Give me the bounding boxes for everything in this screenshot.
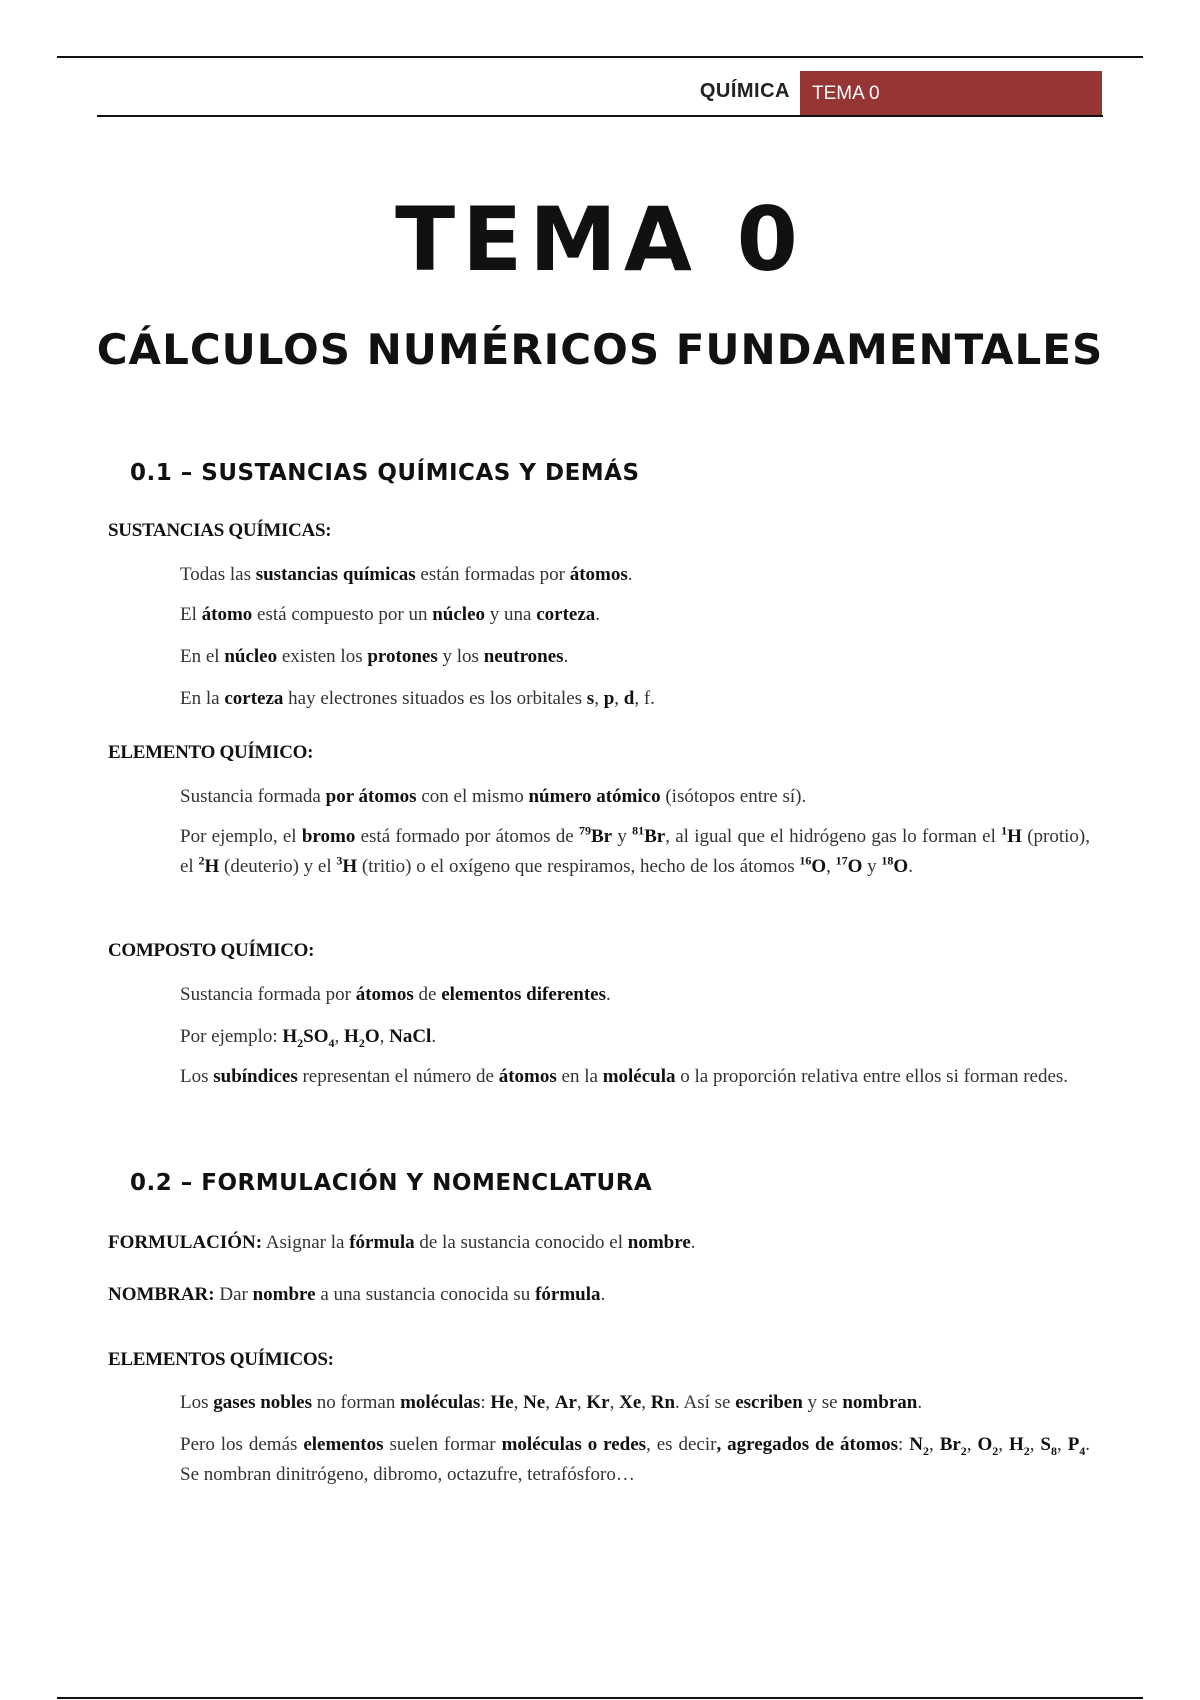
paragraph-composto-3: Los subíndices representan el número de átomos en la molécula o la proporción relativa entre ellos si forman redes. (180, 1066, 1069, 1087)
top-rule (57, 56, 1143, 58)
page-title: TEMA 0 (395, 188, 805, 291)
header-topic-chip: TEMA 0 (800, 71, 1102, 116)
subheading-elementos: ELEMENTOS QUÍMICOS: (108, 1349, 334, 1370)
definition-formulacion: FORMULACIÓN: Asignar la fórmula de la sustancia conocido el nombre. (108, 1232, 696, 1253)
paragraph-composto-1: Sustancia formada por átomos de elementos diferentes. (180, 984, 611, 1005)
header-rule (97, 115, 1103, 117)
paragraph-sustancias-1: Todas las sustancias químicas están formadas por átomos. (180, 564, 633, 585)
paragraph-elemento-1: Sustancia formada por átomos con el mismo número atómico (isótopos entre sí). (180, 786, 807, 807)
subheading-elemento: ELEMENTO QUÍMICO: (108, 742, 314, 763)
paragraph-sustancias-2: El átomo está compuesto por un núcleo y una corteza. (180, 604, 601, 625)
bottom-rule (57, 1697, 1143, 1699)
subheading-sustancias: SUSTANCIAS QUÍMICAS: (108, 520, 332, 541)
paragraph-composto-2: Por ejemplo: $H_2SO_4$, $H_2O$, NaCl. (180, 1026, 437, 1050)
subheading-composto: COMPOSTO QUÍMICO: (108, 940, 315, 961)
header-subject: QUÍMICA (699, 80, 790, 102)
section-heading-0-2: 0.2 – FORMULACIÓN Y NOMENCLATURA (130, 1170, 653, 1196)
section-heading-0-1: 0.1 – SUSTANCIAS QUÍMICAS Y DEMÁS (130, 460, 640, 486)
paragraph-elemento-2: Por ejemplo, el bromo está formado por átomos de $^{79}$Br y $^{81}$Br, al igual que el hidrógeno gas lo forman el $^1$H (protio), el $^2$H (deuterio) y el $^3$H (tritio) o el oxígeno que respiramos, hecho de los átomos $^{16}$O, $^{17}$O y $^{18}$O. (180, 823, 1091, 877)
paragraph-sustancias-3: En el núcleo existen los protones y los neutrones. (180, 646, 569, 667)
paragraph-elementos-1: Los gases nobles no forman moléculas: He, Ne, Ar, Kr, Xe, Rn. Así se escriben y se nombran. (180, 1392, 923, 1413)
paragraph-sustancias-4: En la corteza hay electrones situados es los orbitales s, p, d, f. (180, 688, 655, 709)
paragraph-elementos-2: Pero los demás elementos suelen formar moléculas o redes, es decir, agregados de átomos: $N_2$, $Br_2$, $O_2$, $H_2$, $S_8$, $P_4$. Se nombran dinitrógeno, dibromo, octazufre, tetrafósforo… (180, 1434, 1091, 1485)
definition-nombrar: NOMBRAR: Dar nombre a una sustancia conocida su fórmula. (108, 1284, 606, 1305)
page-subtitle: CÁLCULOS NUMÉRICOS FUNDAMENTALES (96, 325, 1104, 374)
